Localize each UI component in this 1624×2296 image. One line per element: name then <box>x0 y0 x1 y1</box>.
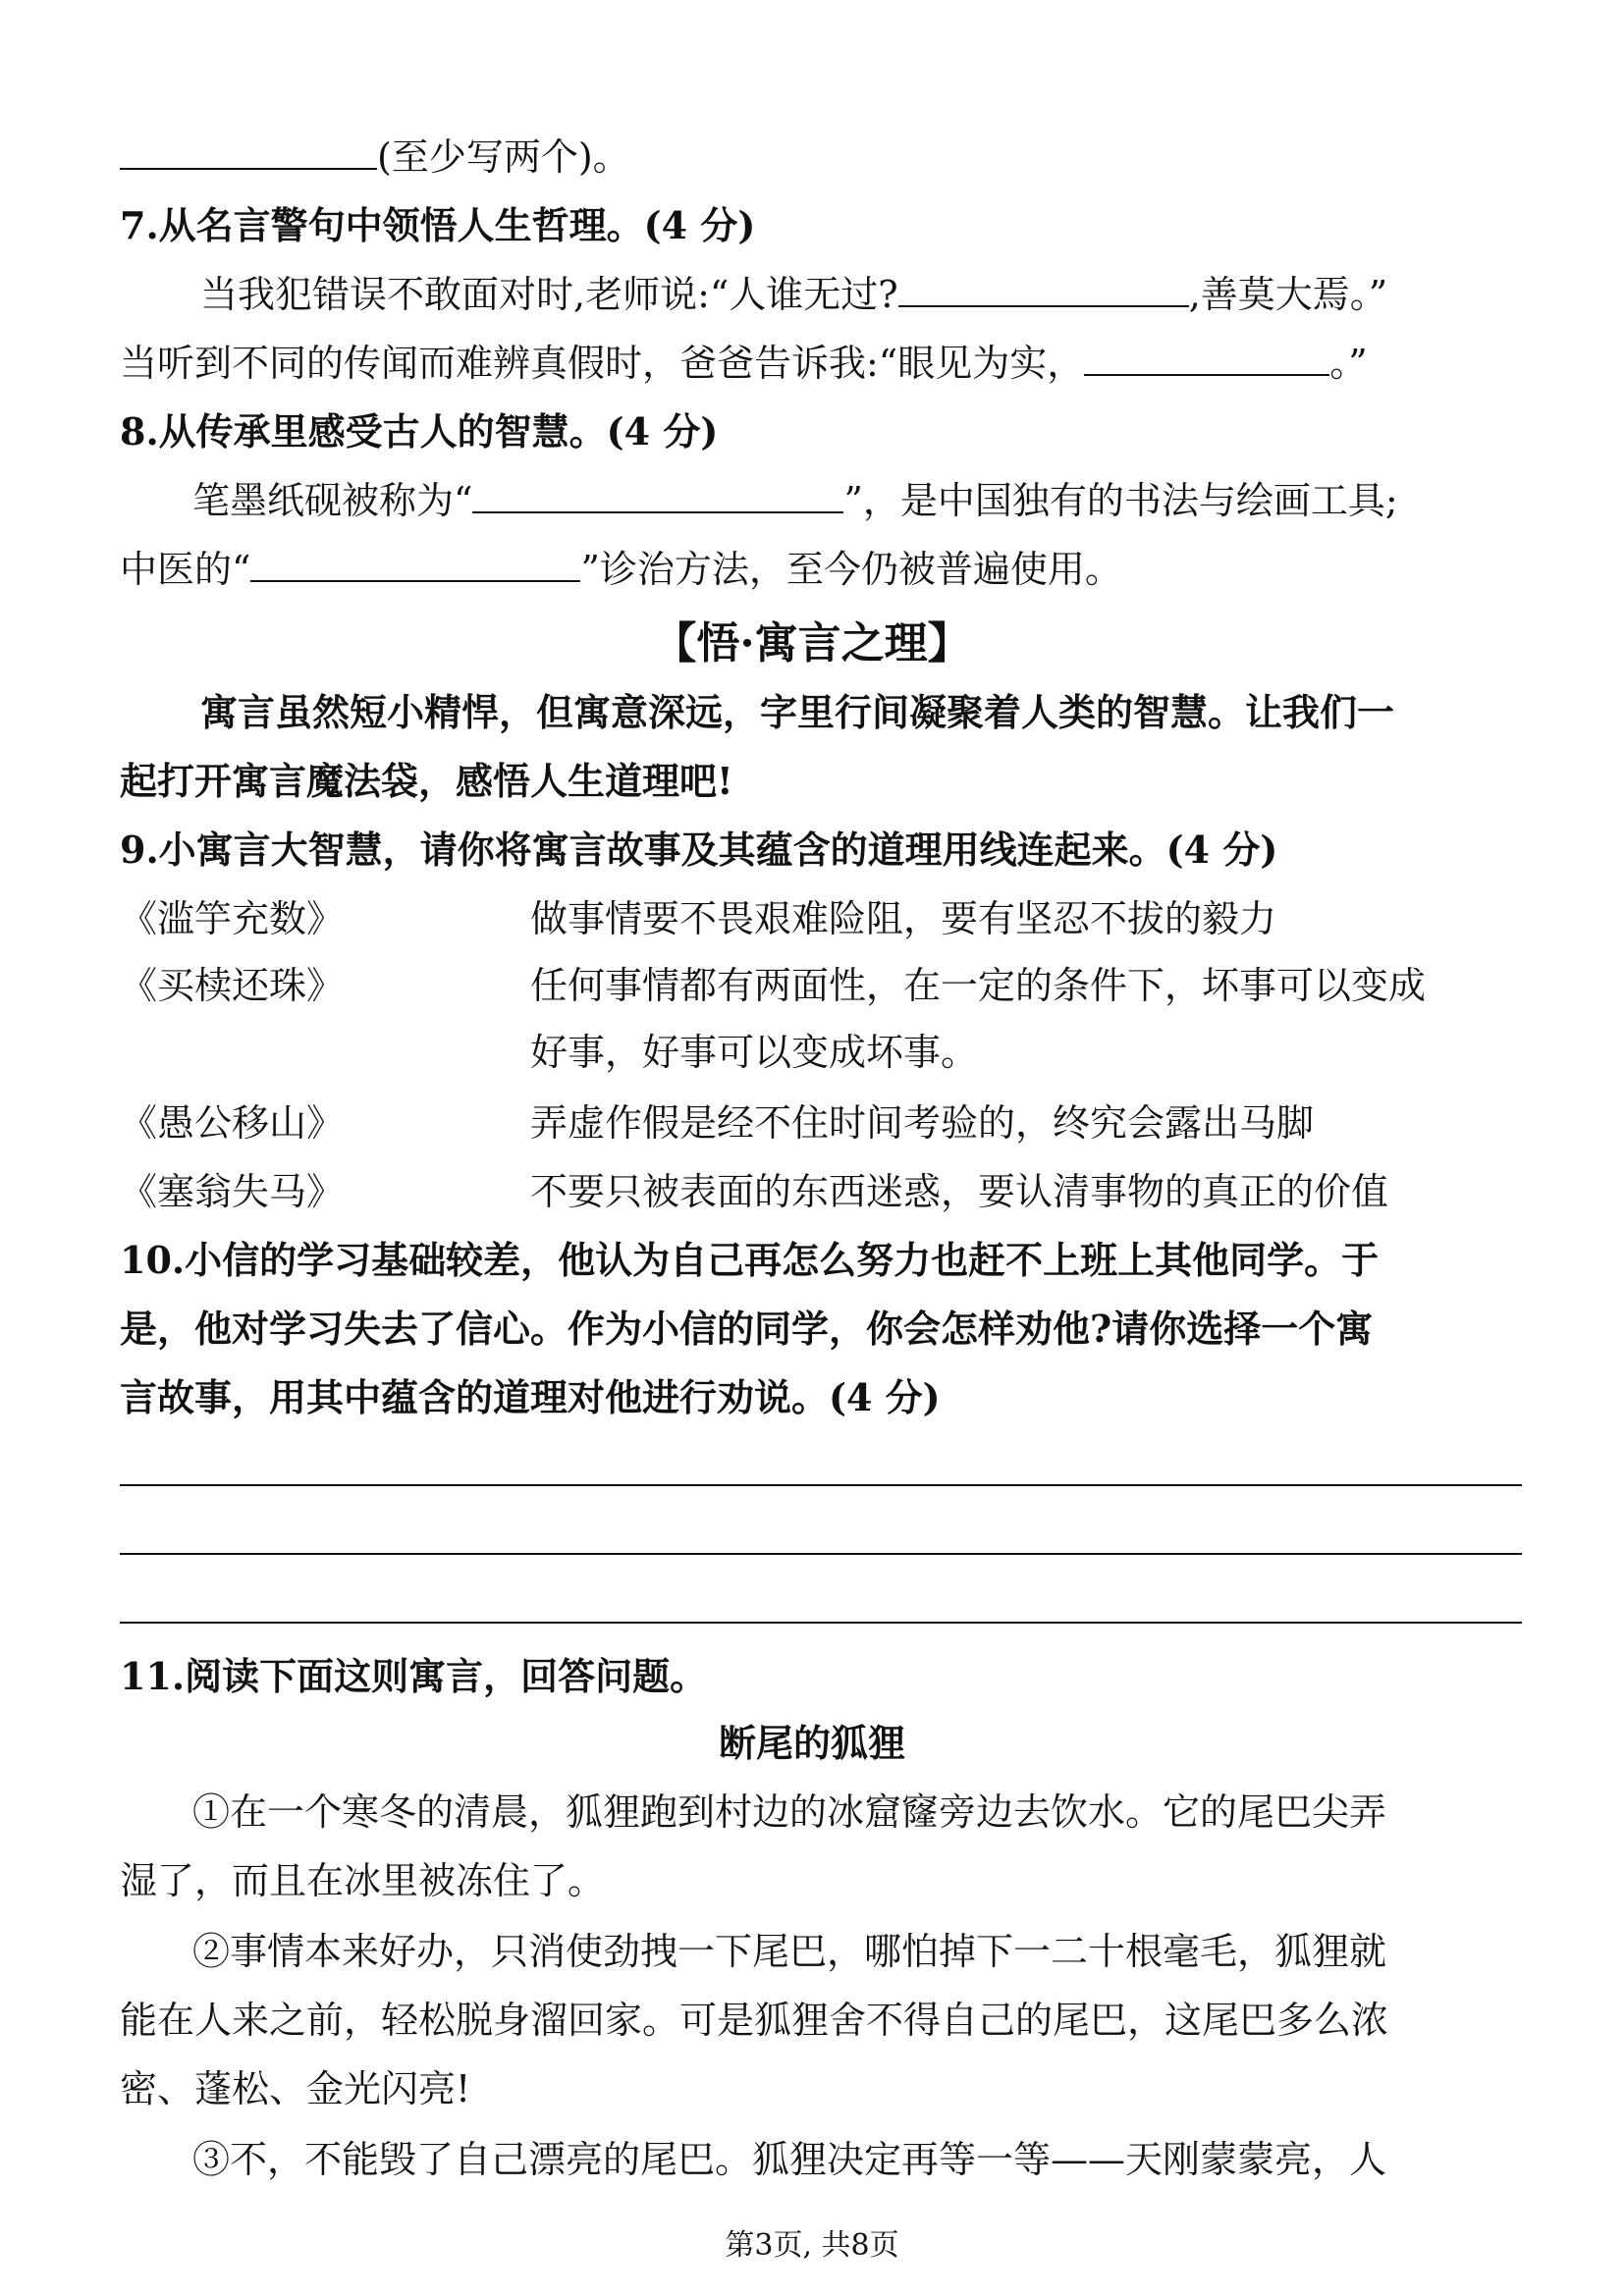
q11-heading: 11.阅读下面这则寓言，回答问题。 <box>120 1654 708 1698</box>
paragraph-1-line-2: 湿了，而且在冰里被冻住了。 <box>120 1859 606 1902</box>
section-intro-line-2: 起打开寓言魔法袋，感悟人生道理吧! <box>120 759 733 803</box>
story-item[interactable]: 《塞翁失马》 <box>120 1170 345 1213</box>
q8-sentence-1-end: ”，是中国独有的书法与绘画工具; <box>843 479 1398 522</box>
q8-sentence-2-end: ”诊治方法，至今仍被普遍使用。 <box>580 548 1122 591</box>
answer-line-2[interactable] <box>120 1553 1522 1555</box>
q8-heading: 8.从传承里感受古人的智慧。(4 分) <box>120 409 719 454</box>
q8-blank-1[interactable] <box>472 478 843 513</box>
q10-line-2: 是，他对学习失去了信心。作为小信的同学，你会怎样劝他?请你选择一个寓 <box>120 1307 1374 1351</box>
prev-question-note: (至少写两个)。 <box>377 135 630 179</box>
paragraph-2-line-1: ②事情本来好办，只消使劲拽一下尾巴，哪怕掉下一二十根毫毛，狐狸就 <box>192 1930 1387 1973</box>
paragraph-1-line-1: ①在一个寒冬的清晨，狐狸跑到村边的冰窟窿旁边去饮水。它的尾巴尖弄 <box>192 1790 1387 1834</box>
moral-item[interactable]: 弄虚作假是经不住时间考验的，终究会露出马脚 <box>530 1101 1315 1145</box>
q10-line-3: 言故事，用其中蕴含的道理对他进行劝说。(4 分) <box>120 1375 941 1419</box>
story-item[interactable]: 《滥竽充数》 <box>120 897 345 940</box>
answer-line-1[interactable] <box>120 1484 1522 1486</box>
q7-heading: 7.从名言警句中领悟人生哲理。(4 分) <box>120 203 756 247</box>
q7-sentence-1 <box>200 269 1387 320</box>
story-title: 断尾的狐狸 <box>718 1721 905 1765</box>
moral-item[interactable]: 任何事情都有两面性，在一定的条件下，坏事可以变成 <box>530 964 1427 1007</box>
answer-line-3[interactable] <box>120 1622 1522 1624</box>
story-item[interactable]: 《愚公移山》 <box>120 1101 345 1145</box>
paragraph-3-line-1: ③不，不能毁了自己漂亮的尾巴。狐狸决定再等一等——天刚蒙蒙亮，人 <box>192 2138 1387 2181</box>
q7-sentence-2 <box>120 338 1368 389</box>
q7-sentence-2-start: 当听到不同的传闻而难辨真假时，爸爸告诉我:“眼见为实， <box>120 342 1085 385</box>
q8-sentence-1-start: 笔墨纸砚被称为“ <box>192 479 473 522</box>
section-intro-line-1: 寓言虽然短小精悍，但寓意深远，字里行间凝聚着人类的智慧。让我们一 <box>200 690 1395 734</box>
q10-line-1: 10.小信的学习基础较差，他认为自己再怎么努力也赶不上班上其他同学。于 <box>120 1238 1380 1282</box>
q7-sentence-2-end: 。” <box>1329 342 1368 385</box>
page-number: 第3页, 共8页 <box>725 2228 899 2263</box>
q7-sentence-1-start: 当我犯错误不敢面对时,老师说:“人谁无过? <box>200 273 898 316</box>
q8-sentence-2-start: 中医的“ <box>120 548 251 591</box>
paragraph-2-line-3: 密、蓬松、金光闪亮! <box>120 2067 471 2110</box>
moral-item-continued: 好事，好事可以变成坏事。 <box>530 1031 979 1074</box>
paragraph-2-line-2: 能在人来之前，轻松脱身溜回家。可是狐狸舍不得自己的尾巴，这尾巴多么浓 <box>120 1999 1389 2042</box>
q9-heading: 9.小寓言大智慧，请你将寓言故事及其蕴含的道理用线连起来。(4 分) <box>120 828 1278 872</box>
q8-sentence-2 <box>120 544 1122 595</box>
story-item[interactable]: 《买椟还珠》 <box>120 964 345 1007</box>
q7-blank-1[interactable] <box>898 272 1189 307</box>
answer-blank[interactable] <box>120 134 377 170</box>
section-title: 【悟·寓言之理】 <box>653 618 971 668</box>
q7-sentence-1-end: ,善莫大焉。” <box>1188 273 1388 316</box>
prev-question-tail <box>120 132 630 183</box>
moral-item[interactable]: 做事情要不畏艰难险阻，要有坚忍不拔的毅力 <box>530 897 1277 940</box>
q8-sentence-1 <box>192 475 1398 526</box>
q8-blank-2[interactable] <box>250 547 580 582</box>
q7-blank-2[interactable] <box>1084 341 1329 376</box>
moral-item[interactable]: 不要只被表面的东西迷惑，要认清事物的真正的价值 <box>530 1170 1389 1213</box>
